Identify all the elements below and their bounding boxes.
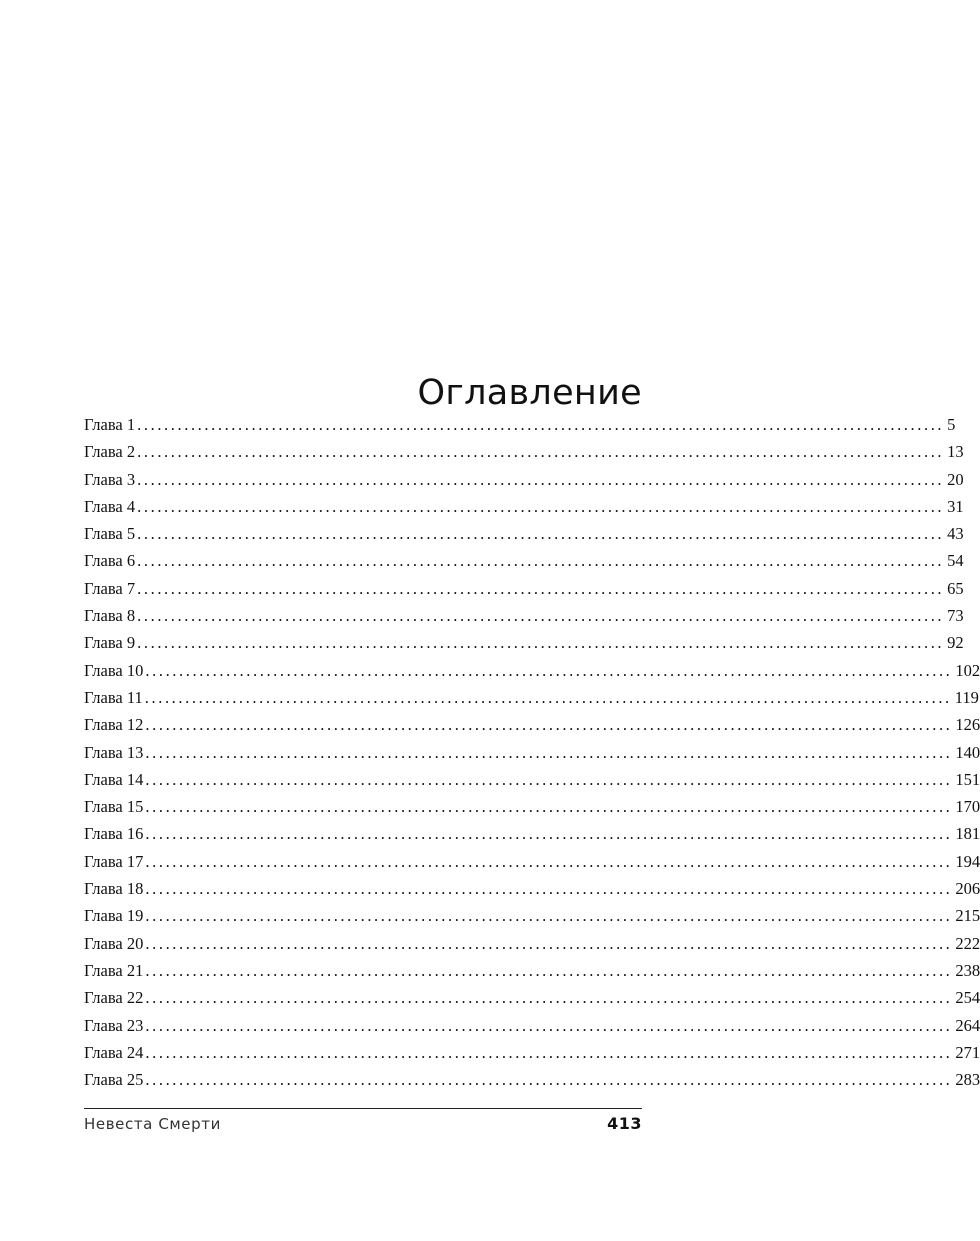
dot-leader: ........................................................................................................................ <box>145 1015 953 1035</box>
dot-leader: ........................................................................................................................ <box>137 442 945 462</box>
table-of-contents <box>84 411 980 1093</box>
toc-entry-label: Глава 24 <box>84 1042 144 1062</box>
dot-leader: ........................................................................................................................ <box>145 1070 953 1090</box>
toc-entry-label: Глава 4 <box>84 496 136 516</box>
toc-entry[interactable] <box>84 957 980 984</box>
toc-entry-label: Глава 3 <box>84 469 136 489</box>
running-footer-title: Невеста Смерти <box>84 1115 221 1133</box>
toc-entry[interactable] <box>84 711 980 738</box>
toc-entry-page: 238 <box>955 960 980 980</box>
toc-entry-label: Глава 11 <box>84 687 143 707</box>
toc-entry-label: Глава 7 <box>84 578 136 598</box>
toc-entry-label: Глава 13 <box>84 742 144 762</box>
toc-entry-page: 140 <box>955 742 980 762</box>
toc-entry[interactable] <box>84 848 980 875</box>
toc-entry-page: 73 <box>947 606 964 626</box>
toc-entry-label: Глава 8 <box>84 606 136 626</box>
dot-leader: ........................................................................................................................ <box>145 988 953 1008</box>
dot-leader: ........................................................................................................................ <box>137 578 945 598</box>
toc-entry-label: Глава 16 <box>84 824 144 844</box>
toc-entry[interactable] <box>84 1039 980 1066</box>
toc-entry-page: 254 <box>955 988 980 1008</box>
dot-leader: ........................................................................................................................ <box>145 1042 953 1062</box>
toc-entry[interactable] <box>84 739 980 766</box>
toc-entry-page: 43 <box>947 524 964 544</box>
dot-leader: ........................................................................................................................ <box>137 524 945 544</box>
dot-leader: ........................................................................................................................ <box>145 906 953 926</box>
toc-entry-page: 31 <box>947 496 964 516</box>
toc-entry-page: 215 <box>955 906 980 926</box>
toc-entry[interactable] <box>84 1066 980 1093</box>
dot-leader: ........................................................................................................................ <box>137 633 945 653</box>
dot-leader: ........................................................................................................................ <box>137 606 945 626</box>
toc-entry[interactable] <box>84 493 964 520</box>
toc-entry-page: 54 <box>947 551 964 571</box>
toc-entry[interactable] <box>84 984 980 1011</box>
toc-entry-page: 170 <box>955 797 980 817</box>
toc-entry[interactable] <box>84 411 956 438</box>
toc-entry-page: 194 <box>955 851 980 871</box>
dot-leader: ........................................................................................................................ <box>145 769 953 789</box>
toc-entry-page: 13 <box>947 442 964 462</box>
dot-leader: ........................................................................................................................ <box>145 742 953 762</box>
toc-entry-page: 181 <box>955 824 980 844</box>
toc-entry[interactable] <box>84 766 980 793</box>
toc-entry-page: 65 <box>947 578 964 598</box>
toc-entry[interactable] <box>84 575 964 602</box>
toc-entry-page: 271 <box>955 1042 980 1062</box>
toc-entry-label: Глава 21 <box>84 960 144 980</box>
toc-entry-page: 222 <box>955 933 980 953</box>
dot-leader: ........................................................................................................................ <box>137 496 945 516</box>
toc-entry-label: Глава 5 <box>84 524 136 544</box>
toc-entry[interactable] <box>84 602 964 629</box>
toc-entry-label: Глава 20 <box>84 933 144 953</box>
toc-entry-label: Глава 6 <box>84 551 136 571</box>
dot-leader: ........................................................................................................................ <box>144 687 952 707</box>
toc-entry[interactable] <box>84 1012 980 1039</box>
toc-entry-page: 119 <box>954 687 979 707</box>
toc-entry-label: Глава 15 <box>84 797 144 817</box>
toc-entry[interactable] <box>84 793 980 820</box>
toc-entry-page: 151 <box>955 769 980 789</box>
toc-entry[interactable] <box>84 902 980 929</box>
toc-entry-page: 283 <box>955 1070 980 1090</box>
toc-entry-label: Глава 18 <box>84 879 144 899</box>
toc-entry[interactable] <box>84 438 964 465</box>
page-number: 413 <box>607 1114 642 1133</box>
dot-leader: ........................................................................................................................ <box>145 715 953 735</box>
toc-entry[interactable] <box>84 466 964 493</box>
dot-leader: ........................................................................................................................ <box>145 660 953 680</box>
toc-entry-label: Глава 22 <box>84 988 144 1008</box>
toc-entry[interactable] <box>84 657 980 684</box>
toc-entry-page: 264 <box>955 1015 980 1035</box>
dot-leader: ........................................................................................................................ <box>145 824 953 844</box>
toc-entry[interactable] <box>84 684 979 711</box>
toc-entry-page: 20 <box>947 469 964 489</box>
footer-divider <box>84 1108 642 1109</box>
dot-leader: ........................................................................................................................ <box>145 797 953 817</box>
toc-entry-page: 5 <box>947 415 956 434</box>
toc-entry-page: 206 <box>955 879 980 899</box>
dot-leader: ........................................................................................................................ <box>137 415 945 434</box>
toc-entry[interactable] <box>84 520 964 547</box>
page-title: Оглавление <box>417 373 642 414</box>
toc-entry[interactable] <box>84 930 980 957</box>
dot-leader: ........................................................................................................................ <box>137 469 945 489</box>
toc-entry[interactable] <box>84 547 964 574</box>
toc-entry-page: 102 <box>955 660 980 680</box>
toc-entry-label: Глава 1 <box>84 415 136 434</box>
dot-leader: ........................................................................................................................ <box>137 551 945 571</box>
toc-entry-label: Глава 23 <box>84 1015 144 1035</box>
toc-entry-label: Глава 2 <box>84 442 136 462</box>
toc-entry-label: Глава 12 <box>84 715 144 735</box>
toc-entry-label: Глава 10 <box>84 660 144 680</box>
toc-entry-label: Глава 17 <box>84 851 144 871</box>
dot-leader: ........................................................................................................................ <box>145 879 953 899</box>
toc-entry-label: Глава 9 <box>84 633 136 653</box>
toc-entry-label: Глава 14 <box>84 769 144 789</box>
toc-entry[interactable] <box>84 875 980 902</box>
toc-entry-label: Глава 19 <box>84 906 144 926</box>
toc-entry[interactable] <box>84 629 964 656</box>
toc-entry-label: Глава 25 <box>84 1070 144 1090</box>
dot-leader: ........................................................................................................................ <box>145 851 953 871</box>
toc-entry-page: 92 <box>947 633 964 653</box>
dot-leader: ........................................................................................................................ <box>145 960 953 980</box>
toc-entry[interactable] <box>84 820 980 847</box>
toc-entry-page: 126 <box>955 715 980 735</box>
dot-leader: ........................................................................................................................ <box>145 933 953 953</box>
